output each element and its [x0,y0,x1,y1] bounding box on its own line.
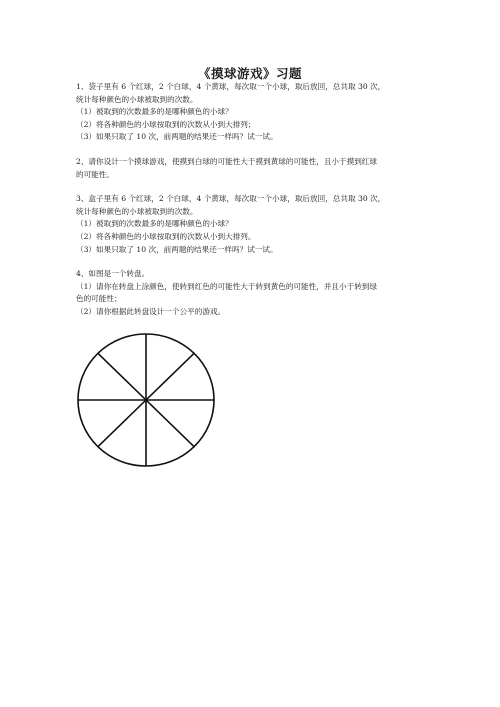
q1-line-1: 1、袋子里有 6 个红球，2 个白球，4 个黄球，每次取一个小球，取后放回，总共取 30 次， [76,82,386,91]
q2-line-2: 的可能性。 [76,169,114,179]
q1-line-2: 统计每种颜色的小球被取到的次数。 [76,94,198,104]
q4-line-1: 4、如图是一个转盘。 [76,269,150,279]
question-4 [76,268,431,318]
questions [76,81,431,319]
q3-line-2: 统计每种颜色的小球被取到的次数。 [76,206,198,216]
question-3 [76,193,431,256]
question-1 [76,81,431,144]
q1-sub-2: （2）将各种颜色的小球按取到的次数从小到大排列； [76,119,256,129]
q4-sub-1: （1）请你在转盘上涂颜色，使转到红色的可能性大于转到黄色的可能性，并且小于转到绿 [76,281,377,291]
q1-sub-3: （3）如果只取了 10 次，前两题的结果还一样吗？试一试。 [76,132,278,142]
question-2 [76,156,431,181]
q3-sub-1: （1）被取到的次数最多的是哪种颜色的小球？ [76,219,233,229]
q1-sub-1: （1）被取到的次数最多的是哪种颜色的小球？ [76,107,233,117]
spinner-wheel-lines [78,334,214,466]
spinner-wheel [76,332,216,468]
q2-line-1: 2、请你设计一个摸球游戏，使摸到白球的可能性大于摸到黄球的可能性，且小于摸到红球 [76,156,377,166]
q3-line-1: 3、盒子里有 6 个红球，2 个白球，4 个黄球，每次取一个小球，取后放回，总共取 30 次， [76,194,386,204]
q4-sub-3: （2）请你根据此转盘设计一个公平的游戏。 [76,306,226,316]
q4-sub-2: 色的可能性； [76,294,122,304]
page-title: 《摸球游戏》习题 [197,66,302,81]
q3-sub-2: （2）将各种颜色的小球按取到的次数从小到大排列。 [76,231,256,241]
q3-sub-3: （3）如果只取了 10 次，前两题的结果还一样吗？试一试。 [76,244,278,254]
